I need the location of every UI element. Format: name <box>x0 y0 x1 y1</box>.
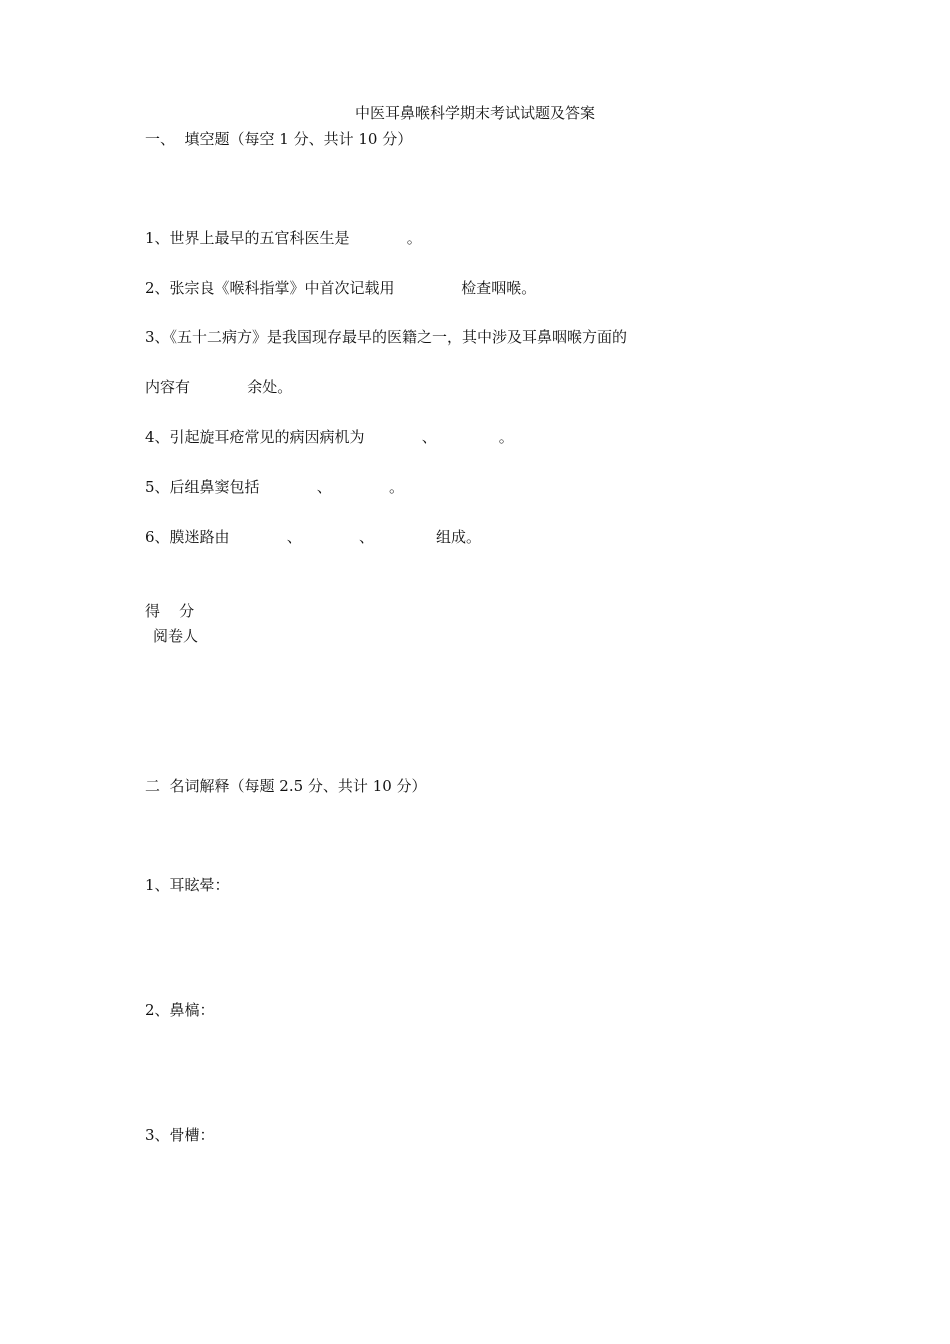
fill-question-3-line1: 3、《五十二病方》是我国现存最早的医籍之一，其中涉及耳鼻咽喉方面的 <box>145 328 628 346</box>
fill-question-3-line2: 内容有 余处。 <box>145 378 293 396</box>
term-question-3: 3、骨槽： <box>145 1126 215 1144</box>
fill-question-5: 5、后组鼻窦包括 、 。 <box>145 478 404 496</box>
fill-question-2: 2、张宗良《喉科指掌》中首次记载用 检查咽喉。 <box>145 279 537 297</box>
term-question-1: 1、耳眩晕： <box>145 876 230 894</box>
section1-heading: 一、 填空题（每空 1 分、共计 10 分） <box>145 130 413 148</box>
score-label: 得 分 <box>145 602 195 620</box>
fill-question-4: 4、引起旋耳疮常见的病因病机为 、 。 <box>145 428 514 446</box>
grader-label: 阅卷人 <box>153 627 199 645</box>
section2-heading: 二 名词解释（每题 2.5 分、共计 10 分） <box>145 777 427 795</box>
fill-question-1: 1、世界上最早的五官科医生是 。 <box>145 229 422 247</box>
document-title: 中医耳鼻喉科学期末考试试题及答案 <box>354 104 595 122</box>
term-question-2: 2、鼻槁： <box>145 1001 215 1019</box>
fill-question-6: 6、膜迷路由 、 、 组成。 <box>145 528 481 546</box>
